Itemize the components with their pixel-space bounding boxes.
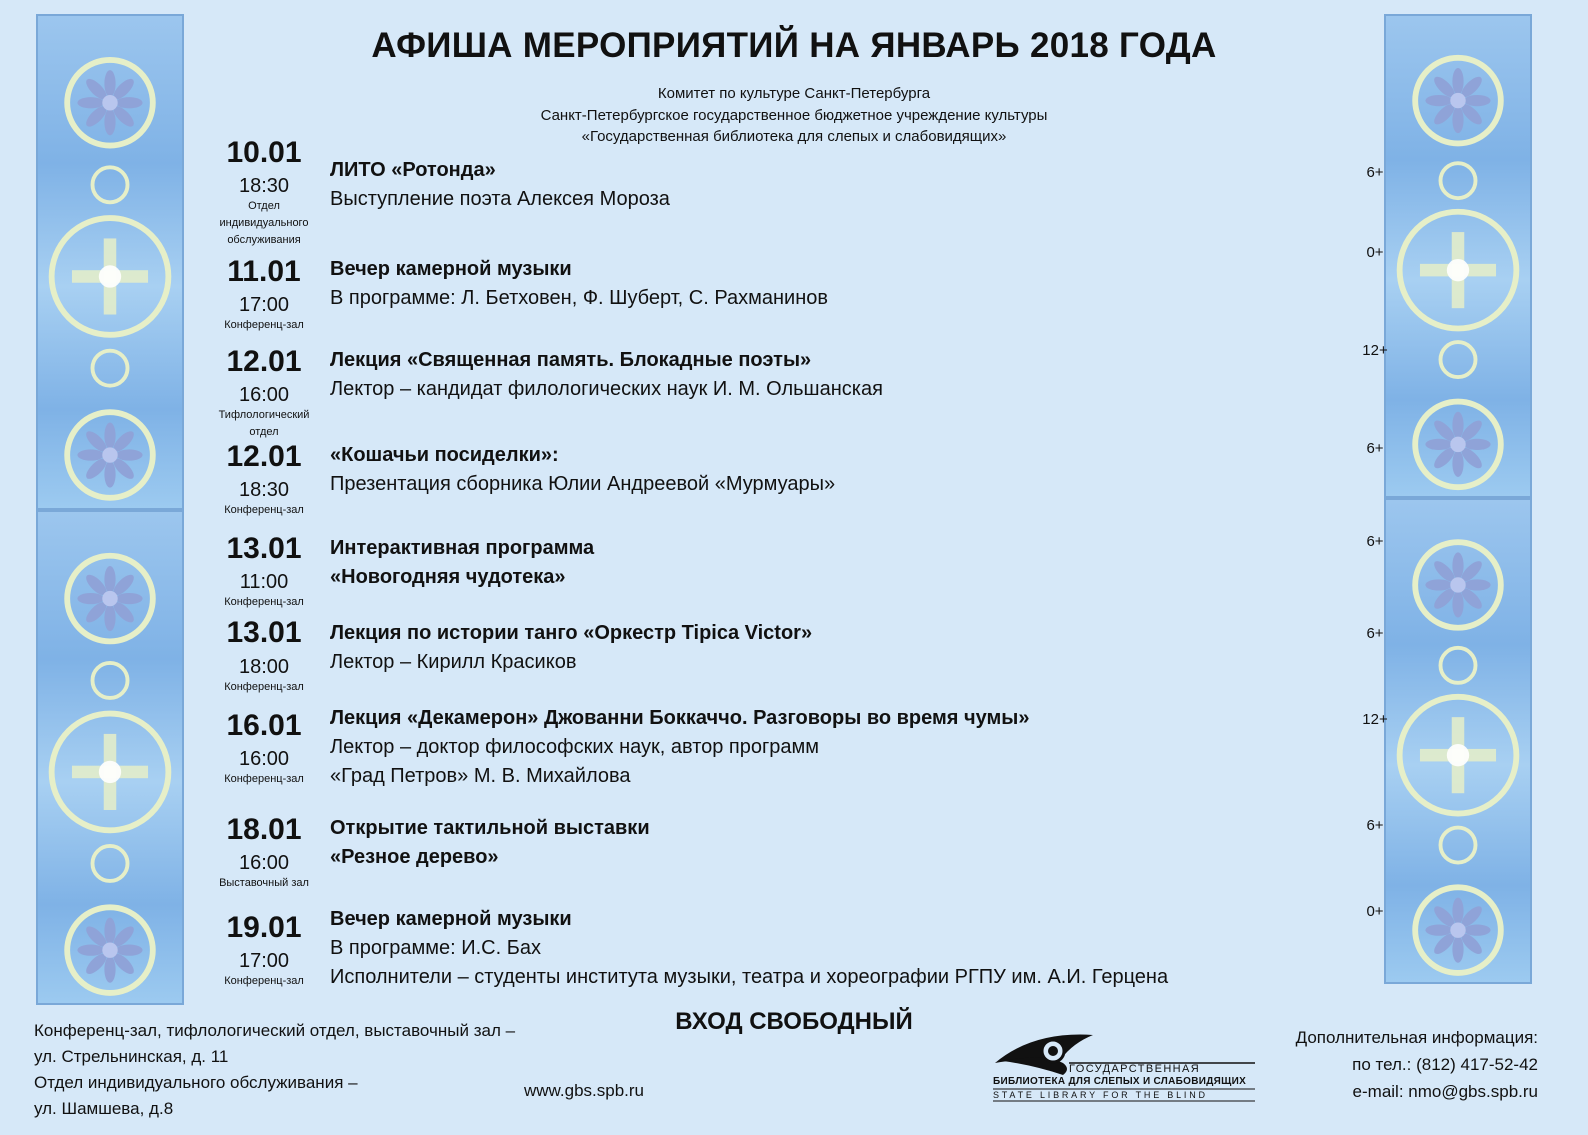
address-line: ул. Шамшева, д.8 xyxy=(34,1099,174,1118)
event-date: 11.01 xyxy=(227,255,301,288)
age-rating: 6+ xyxy=(1366,440,1384,457)
event-place xyxy=(207,407,321,441)
event-date: 13.01 xyxy=(226,532,302,565)
event-time: 18:30 xyxy=(238,175,290,197)
free-entry-notice: ВХОД СВОБОДНЫЙ xyxy=(675,1008,913,1035)
event-date: 12.01 xyxy=(226,440,302,473)
event-time: 18:00 xyxy=(238,656,290,678)
event-title-line-2: «Новогодняя чудотека» xyxy=(330,566,566,588)
event-description: Исполнители – студенты института музыки, театра и хореографии РГПУ им. А.И. Герцена xyxy=(330,966,1169,988)
logo-text-line: ГОСУДАРСТВЕННАЯ xyxy=(1069,1063,1201,1075)
event-title: ЛИТО «Ротонда» xyxy=(330,159,496,181)
event-place-line: обслуживания xyxy=(227,234,301,246)
event-description: Выступление поэта Алексея Мороза xyxy=(330,188,670,210)
logo-text-line: STATE LIBRARY FOR THE BLIND xyxy=(993,1090,1208,1100)
event-place xyxy=(207,875,321,892)
event-place xyxy=(207,973,321,990)
event-place-line: Конференц-зал xyxy=(224,596,304,608)
event-date: 12.01 xyxy=(226,345,302,378)
event-place-line: Тифлологический xyxy=(218,409,310,421)
age-rating: 12+ xyxy=(1362,342,1388,359)
org-line-1: Комитет по культуре Санкт-Петербурга xyxy=(657,85,931,102)
age-rating: 0+ xyxy=(1366,903,1384,920)
event-time: 17:00 xyxy=(238,294,290,316)
event-time: 18:30 xyxy=(238,479,290,501)
org-line-2: Санкт-Петербургское государственное бюджетное учреждение культуры xyxy=(540,107,1048,124)
event-place xyxy=(207,198,321,249)
address-line: Отдел индивидуального обслуживания – xyxy=(34,1073,358,1092)
event-place-line: Конференц-зал xyxy=(224,773,304,785)
event-time: 16:00 xyxy=(238,852,290,874)
event-place-line: Конференц-зал xyxy=(224,504,304,516)
event-place-line: индивидуального xyxy=(219,217,309,229)
logo-text-line: БИБЛИОТЕКА ДЛЯ СЛЕПЫХ И СЛАБОВИДЯЩИХ xyxy=(993,1076,1247,1087)
event-description: Презентация сборника Юлии Андреевой «Мурмуары» xyxy=(330,473,836,495)
event-description: В программе: Л. Бетховен, Ф. Шуберт, С. Рахманинов xyxy=(330,287,829,309)
event-description: «Град Петров» М. В. Михайлова xyxy=(330,765,631,787)
age-rating: 6+ xyxy=(1366,625,1384,642)
event-title: Вечер камерной музыки xyxy=(330,258,572,280)
event-place-line: Отдел xyxy=(248,200,280,212)
event-date: 19.01 xyxy=(226,911,302,944)
contact-line: Дополнительная информация: xyxy=(1295,1028,1538,1047)
event-place-line: Выставочный зал xyxy=(219,877,309,889)
email-line[interactable]: e-mail: nmo@gbs.spb.ru xyxy=(1352,1082,1538,1101)
addresses xyxy=(34,1018,515,1122)
age-rating: 6+ xyxy=(1366,164,1384,181)
address-line: ул. Стрельнинская, д. 11 xyxy=(34,1047,229,1066)
event-place xyxy=(207,679,321,696)
event-description: В программе: И.С. Бах xyxy=(330,937,541,959)
event-date: 18.01 xyxy=(226,813,302,846)
event-time: 17:00 xyxy=(238,950,290,972)
event-title: Вечер камерной музыки xyxy=(330,908,572,930)
event-place-line: Конференц-зал xyxy=(224,681,304,693)
age-rating: 0+ xyxy=(1366,244,1384,261)
event-time: 16:00 xyxy=(238,384,290,406)
event-title: Открытие тактильной выставки xyxy=(330,817,650,839)
event-place-line: отдел xyxy=(249,426,279,438)
ornament-strip-left-bottom xyxy=(36,510,184,1005)
age-rating: 6+ xyxy=(1366,817,1384,834)
event-title: Интерактивная программа xyxy=(330,537,595,559)
event-place-line: Конференц-зал xyxy=(224,319,304,331)
event-title-line-2: «Резное дерево» xyxy=(330,846,499,868)
event-title: Лекция по истории танго «Оркестр Tipica Victor» xyxy=(330,622,813,644)
age-rating: 12+ xyxy=(1362,711,1388,728)
phone-line[interactable]: по тел.: (812) 417-52-42 xyxy=(1352,1055,1538,1074)
website-link[interactable]: www.gbs.spb.ru xyxy=(524,1081,644,1100)
contact-info xyxy=(1296,1024,1538,1105)
event-description: Лектор – Кирилл Красиков xyxy=(330,651,577,673)
event-place xyxy=(207,594,321,611)
event-title: Лекция «Священная память. Блокадные поэты» xyxy=(330,349,812,371)
event-place-line: Конференц-зал xyxy=(224,975,304,987)
org-line-3: «Государственная библиотека для слепых и слабовидящих» xyxy=(581,128,1007,145)
event-place xyxy=(207,771,321,788)
event-place xyxy=(207,502,321,519)
address-line: Конференц-зал, тифлологический отдел, выставочный зал – xyxy=(34,1021,516,1040)
event-date: 10.01 xyxy=(226,136,302,169)
event-description: Лектор – кандидат филологических наук И. М. Ольшанская xyxy=(330,378,883,400)
page-title: АФИША МЕРОПРИЯТИЙ НА ЯНВАРЬ 2018 ГОДА xyxy=(371,26,1217,65)
ornament-pattern-icon xyxy=(38,512,182,1003)
event-time: 16:00 xyxy=(238,748,290,770)
event-title: «Кошачьи посиделки»: xyxy=(330,444,559,466)
event-place xyxy=(207,317,321,334)
event-time: 11:00 xyxy=(239,571,289,593)
event-description: Лектор – доктор философских наук, автор программ xyxy=(330,736,820,758)
event-date: 13.01 xyxy=(226,616,302,649)
age-rating: 6+ xyxy=(1366,533,1384,550)
event-title: Лекция «Декамерон» Джованни Боккаччо. Разговоры во время чумы» xyxy=(330,707,1030,729)
event-date: 16.01 xyxy=(226,709,302,742)
